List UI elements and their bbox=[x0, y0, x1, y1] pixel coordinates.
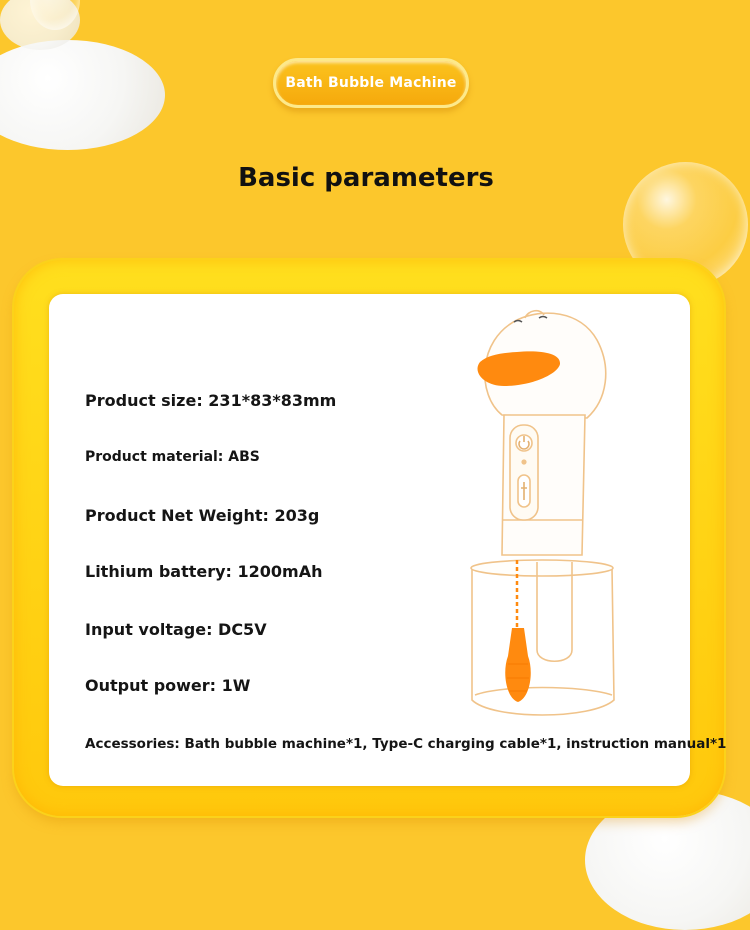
param-lithium-battery: Lithium battery: 1200mAh bbox=[85, 562, 323, 581]
param-input-voltage: Input voltage: DC5V bbox=[85, 620, 267, 639]
page-title: Basic parameters bbox=[238, 163, 494, 193]
param-product-size: Product size: 231*83*83mm bbox=[85, 391, 337, 410]
product-badge bbox=[273, 58, 469, 108]
param-product-material: Product material: ABS bbox=[85, 449, 260, 465]
param-accessories: Accessories: Bath bubble machine*1, Type-C charging cable*1, instruction manual*1 bbox=[85, 736, 727, 752]
param-output-power: Output power: 1W bbox=[85, 676, 251, 695]
param-net-weight: Product Net Weight: 203g bbox=[85, 506, 320, 525]
foam-top-left bbox=[0, 40, 165, 150]
product-badge-label: Bath Bubble Machine bbox=[285, 75, 457, 91]
bubble-machine-illustration bbox=[462, 300, 622, 730]
